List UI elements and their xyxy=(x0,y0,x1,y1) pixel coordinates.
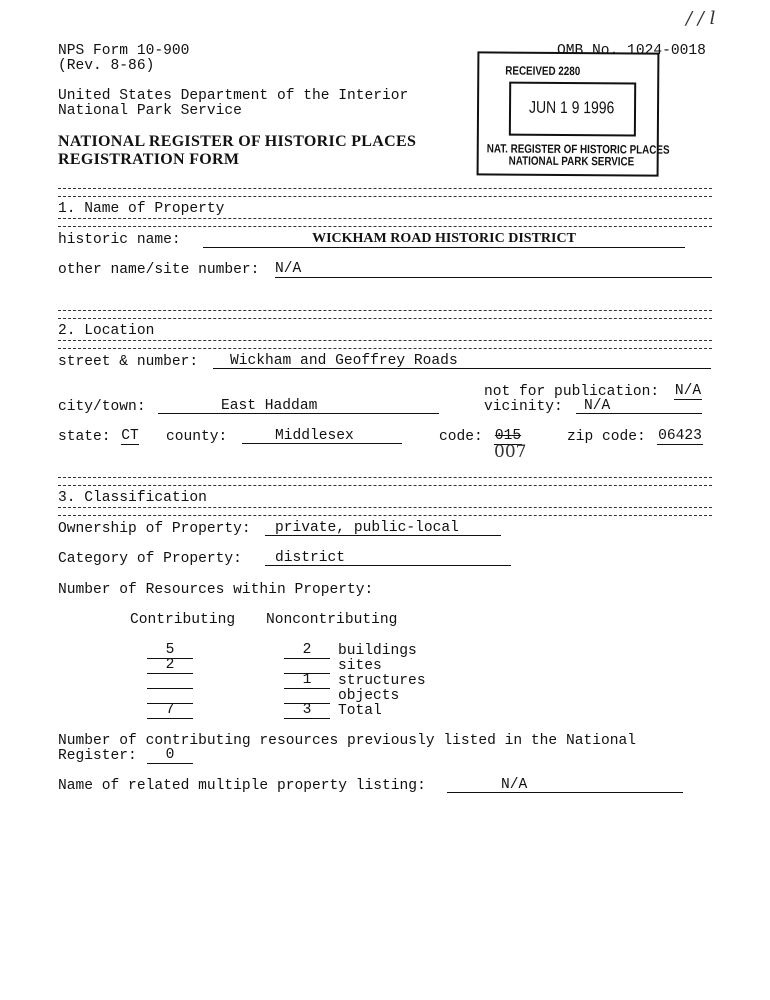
street-label: street & number: xyxy=(58,354,199,370)
ownership-field[interactable]: private, public-local xyxy=(265,520,501,536)
prev-listed-field[interactable]: 0 xyxy=(147,747,193,764)
category-label: Category of Property: xyxy=(58,551,242,567)
historic-name-field[interactable]: WICKHAM ROAD HISTORIC DISTRICT xyxy=(203,231,685,248)
nfp-field[interactable]: N/A xyxy=(674,383,702,399)
noncontributing-count[interactable]: 1 xyxy=(284,672,330,689)
section-divider xyxy=(58,340,712,349)
nfp-label: not for publication: xyxy=(484,384,660,400)
prev-listed-text: Number of contributing resources previously listed in the National xyxy=(58,733,637,749)
county-field[interactable]: Middlesex xyxy=(242,428,402,444)
received-stamp xyxy=(477,51,670,176)
ownership-label: Ownership of Property: xyxy=(58,521,251,537)
other-name-label: other name/site number: xyxy=(58,262,260,278)
stamp-received: RECEIVED 2280 xyxy=(505,63,581,79)
resource-type-label: objects xyxy=(338,688,400,704)
stamp-line1: NAT. REGISTER OF HISTORIC PLACES xyxy=(486,141,670,157)
department-name: United States Department of the Interior xyxy=(58,88,409,104)
city-label: city/town: xyxy=(58,399,146,415)
related-listing-field[interactable]: N/A xyxy=(447,777,683,793)
category-field[interactable]: district xyxy=(265,550,511,566)
form-title-line1: NATIONAL REGISTER OF HISTORIC PLACES xyxy=(58,133,417,150)
contributing-count[interactable]: 5 xyxy=(147,642,193,659)
zip-field[interactable]: 06423 xyxy=(658,428,702,444)
section3-heading: 3. Classification xyxy=(58,490,207,506)
service-name: National Park Service xyxy=(58,103,242,119)
section1-heading: 1. Name of Property xyxy=(58,201,225,217)
related-listing-label: Name of related multiple property listing: xyxy=(58,778,426,794)
code-label: code: xyxy=(439,429,483,445)
resource-type-label: Total xyxy=(338,703,382,719)
omb-number: OMB No. 1024-0018 xyxy=(557,43,706,59)
historic-name-label: historic name: xyxy=(58,232,181,248)
code-handwritten: 007 xyxy=(494,442,527,462)
section-divider xyxy=(58,188,712,197)
section-divider xyxy=(58,477,712,486)
form-title-line2: REGISTRATION FORM xyxy=(58,151,240,168)
noncontributing-total[interactable]: 3 xyxy=(284,702,330,719)
county-label: county: xyxy=(166,429,228,445)
noncontributing-count[interactable]: 2 xyxy=(284,642,330,659)
zip-label: zip code: xyxy=(567,429,646,445)
other-name-field[interactable]: N/A xyxy=(275,261,712,278)
resource-type-label: buildings xyxy=(338,643,417,659)
form-revision: (Rev. 8-86) xyxy=(58,58,155,74)
contributing-header: Contributing xyxy=(130,612,236,628)
stamp-date-box xyxy=(509,82,636,137)
contributing-total[interactable]: 7 xyxy=(147,702,193,719)
vicinity-field[interactable]: N/A xyxy=(576,398,702,414)
section-divider xyxy=(58,507,712,516)
handwritten-corner-mark: / / l xyxy=(686,8,716,29)
resource-type-label: structures xyxy=(338,673,426,689)
vicinity-label: vicinity: xyxy=(484,399,563,415)
section2-heading: 2. Location xyxy=(58,323,155,339)
prev-listed-label: Register: xyxy=(58,748,137,764)
city-field[interactable]: East Haddam xyxy=(158,398,439,414)
state-label: state: xyxy=(58,429,111,445)
resource-type-label: sites xyxy=(338,658,382,674)
stamp-line2: NATIONAL PARK SERVICE xyxy=(508,153,635,169)
code-field-struck[interactable]: 015 xyxy=(494,428,522,444)
resources-label: Number of Resources within Property: xyxy=(58,582,374,598)
noncontributing-header: Noncontributing xyxy=(266,612,398,628)
section-divider xyxy=(58,310,712,319)
section-divider xyxy=(58,218,712,227)
state-field[interactable]: CT xyxy=(121,428,139,444)
form-number: NPS Form 10-900 xyxy=(58,43,190,59)
contributing-count[interactable]: 2 xyxy=(147,657,193,674)
street-field[interactable]: Wickham and Geoffrey Roads xyxy=(213,353,711,369)
stamp-date: JUN 1 9 1996 xyxy=(528,97,615,118)
